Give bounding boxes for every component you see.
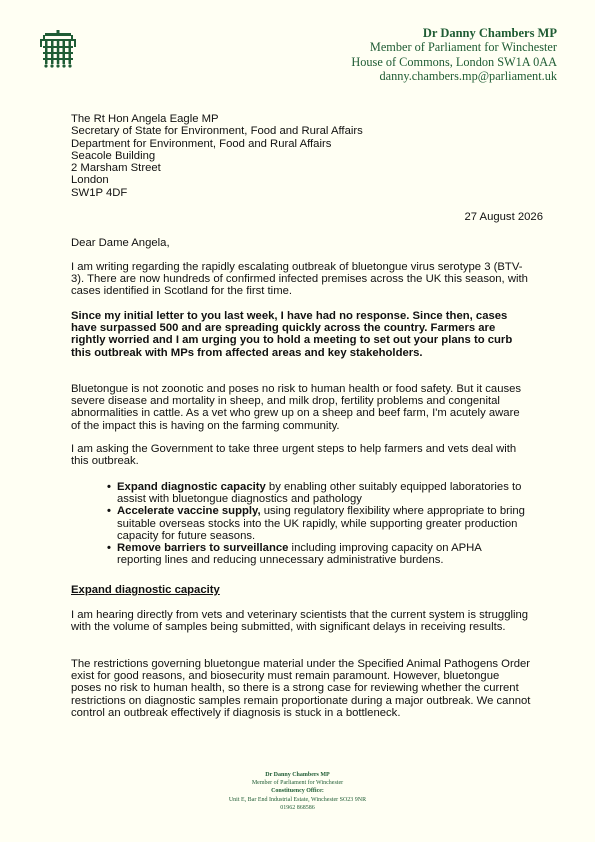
footer-phone: 01962 868586 bbox=[280, 804, 315, 811]
recipient-line: London bbox=[71, 174, 109, 187]
bullet-icon: • bbox=[107, 505, 111, 518]
recipient-address bbox=[71, 113, 363, 199]
list-item bbox=[107, 505, 527, 542]
recipient-line: SW1P 4DF bbox=[71, 186, 128, 199]
step-title: Expand diagnostic capacity bbox=[117, 481, 266, 493]
list-item bbox=[107, 481, 527, 505]
footer-office-address: Unit E, Bar End Industrial Estate, Winchester SO23 9NR bbox=[228, 796, 367, 803]
step-text: using regulatory flexibility where appropriate to bring suitable overseas stocks into the UK rapidly, while supporting greater production capacity for future seasons. bbox=[117, 505, 525, 542]
footer-office-label: Constituency Office: bbox=[271, 788, 324, 795]
portcullis-icon bbox=[40, 30, 76, 68]
recipient-line: Secretary of State for Environment, Food and Rural Affairs bbox=[71, 125, 363, 138]
salutation: Dear Dame Angela, bbox=[71, 237, 170, 249]
list-item bbox=[107, 542, 527, 566]
mp-role: Member of Parliament for Winchester bbox=[369, 40, 557, 55]
recipient-line: Seacole Building bbox=[71, 149, 156, 162]
step-title: Accelerate vaccine supply, bbox=[117, 505, 261, 518]
paragraph-request: I am asking the Government to take three urgent steps to help farmers and vets deal with this outbreak. bbox=[71, 443, 517, 468]
mp-email[interactable]: danny.chambers.mp@parliament.uk bbox=[379, 69, 557, 84]
recipient-line: The Rt Hon Angela Eagle MP bbox=[71, 113, 219, 125]
paragraph-diagnostics: I am hearing directly from vets and veterinary scientists that the current system is struggling with the volume of samples being submitted, with significant delays in receiving results. bbox=[71, 609, 529, 634]
step-title: Remove barriers to surveillance bbox=[117, 542, 289, 555]
recipient-line: 2 Marsham Street bbox=[71, 162, 161, 175]
steps-list bbox=[107, 481, 527, 566]
recipient-line: Department for Environment, Food and Rural Affairs bbox=[71, 137, 332, 150]
footer-role: Member of Parliament for Winchester bbox=[251, 780, 344, 787]
mp-address: House of Commons, London SW1A 0AA bbox=[351, 54, 557, 69]
bullet-icon: • bbox=[107, 542, 111, 555]
step-text: by enabling other suitably equipped laboratories to assist with bluetongue diagnostics and pathology bbox=[117, 481, 522, 506]
paragraph-background: Bluetongue is not zoonotic and poses no risk to human health or food safety. But it causes severe disease and mortality in sheep, and milk drop, fertility problems and congenital abnormalities in cattle. As a vet who grew up on a sheep and beef farm, I'm acutely aware of the impact this is having on the farming community. bbox=[71, 383, 522, 432]
mp-name: Dr Danny Chambers MP bbox=[422, 26, 557, 40]
footer-name: Dr Danny Chambers MP bbox=[265, 772, 330, 778]
section-heading: Expand diagnostic capacity bbox=[71, 584, 220, 596]
step-text: including improving capacity on APHA reporting lines and reducing unnecessary administrative burdens. bbox=[117, 542, 482, 567]
paragraph-intro: I am writing regarding the rapidly escalating outbreak of bluetongue virus serotype 3 (BTV-3). There are now hundreds of confirmed infected premises across the UK this season, with cases identified in Scotland for the first time. bbox=[71, 261, 528, 298]
footer bbox=[0, 771, 595, 812]
letter-date: 27 August 2026 bbox=[464, 211, 543, 223]
letterhead bbox=[351, 26, 557, 84]
paragraph-urgent: Since my initial letter to you last week, I have had no response. Since then, cases have surpassed 500 and are spreading quickly across the country. Farmers are rightly worried and I am urging you to hold a meeting to set out your plans to curb this outbreak with MPs from affected areas and key stakeholders. bbox=[71, 310, 513, 359]
paragraph-restrictions: The restrictions governing bluetongue material under the Specified Animal Pathogens Order exist for good reasons, and biosecurity must remain paramount. However, bluetongue poses no risk to human health, so there is a strong case for reviewing whether the current restrictions on diagnostic samples remain proportionate during a major outbreak. We cannot control an outbreak effectively if diagnosis is stuck in a bottleneck. bbox=[71, 658, 531, 719]
bullet-icon: • bbox=[107, 481, 111, 493]
